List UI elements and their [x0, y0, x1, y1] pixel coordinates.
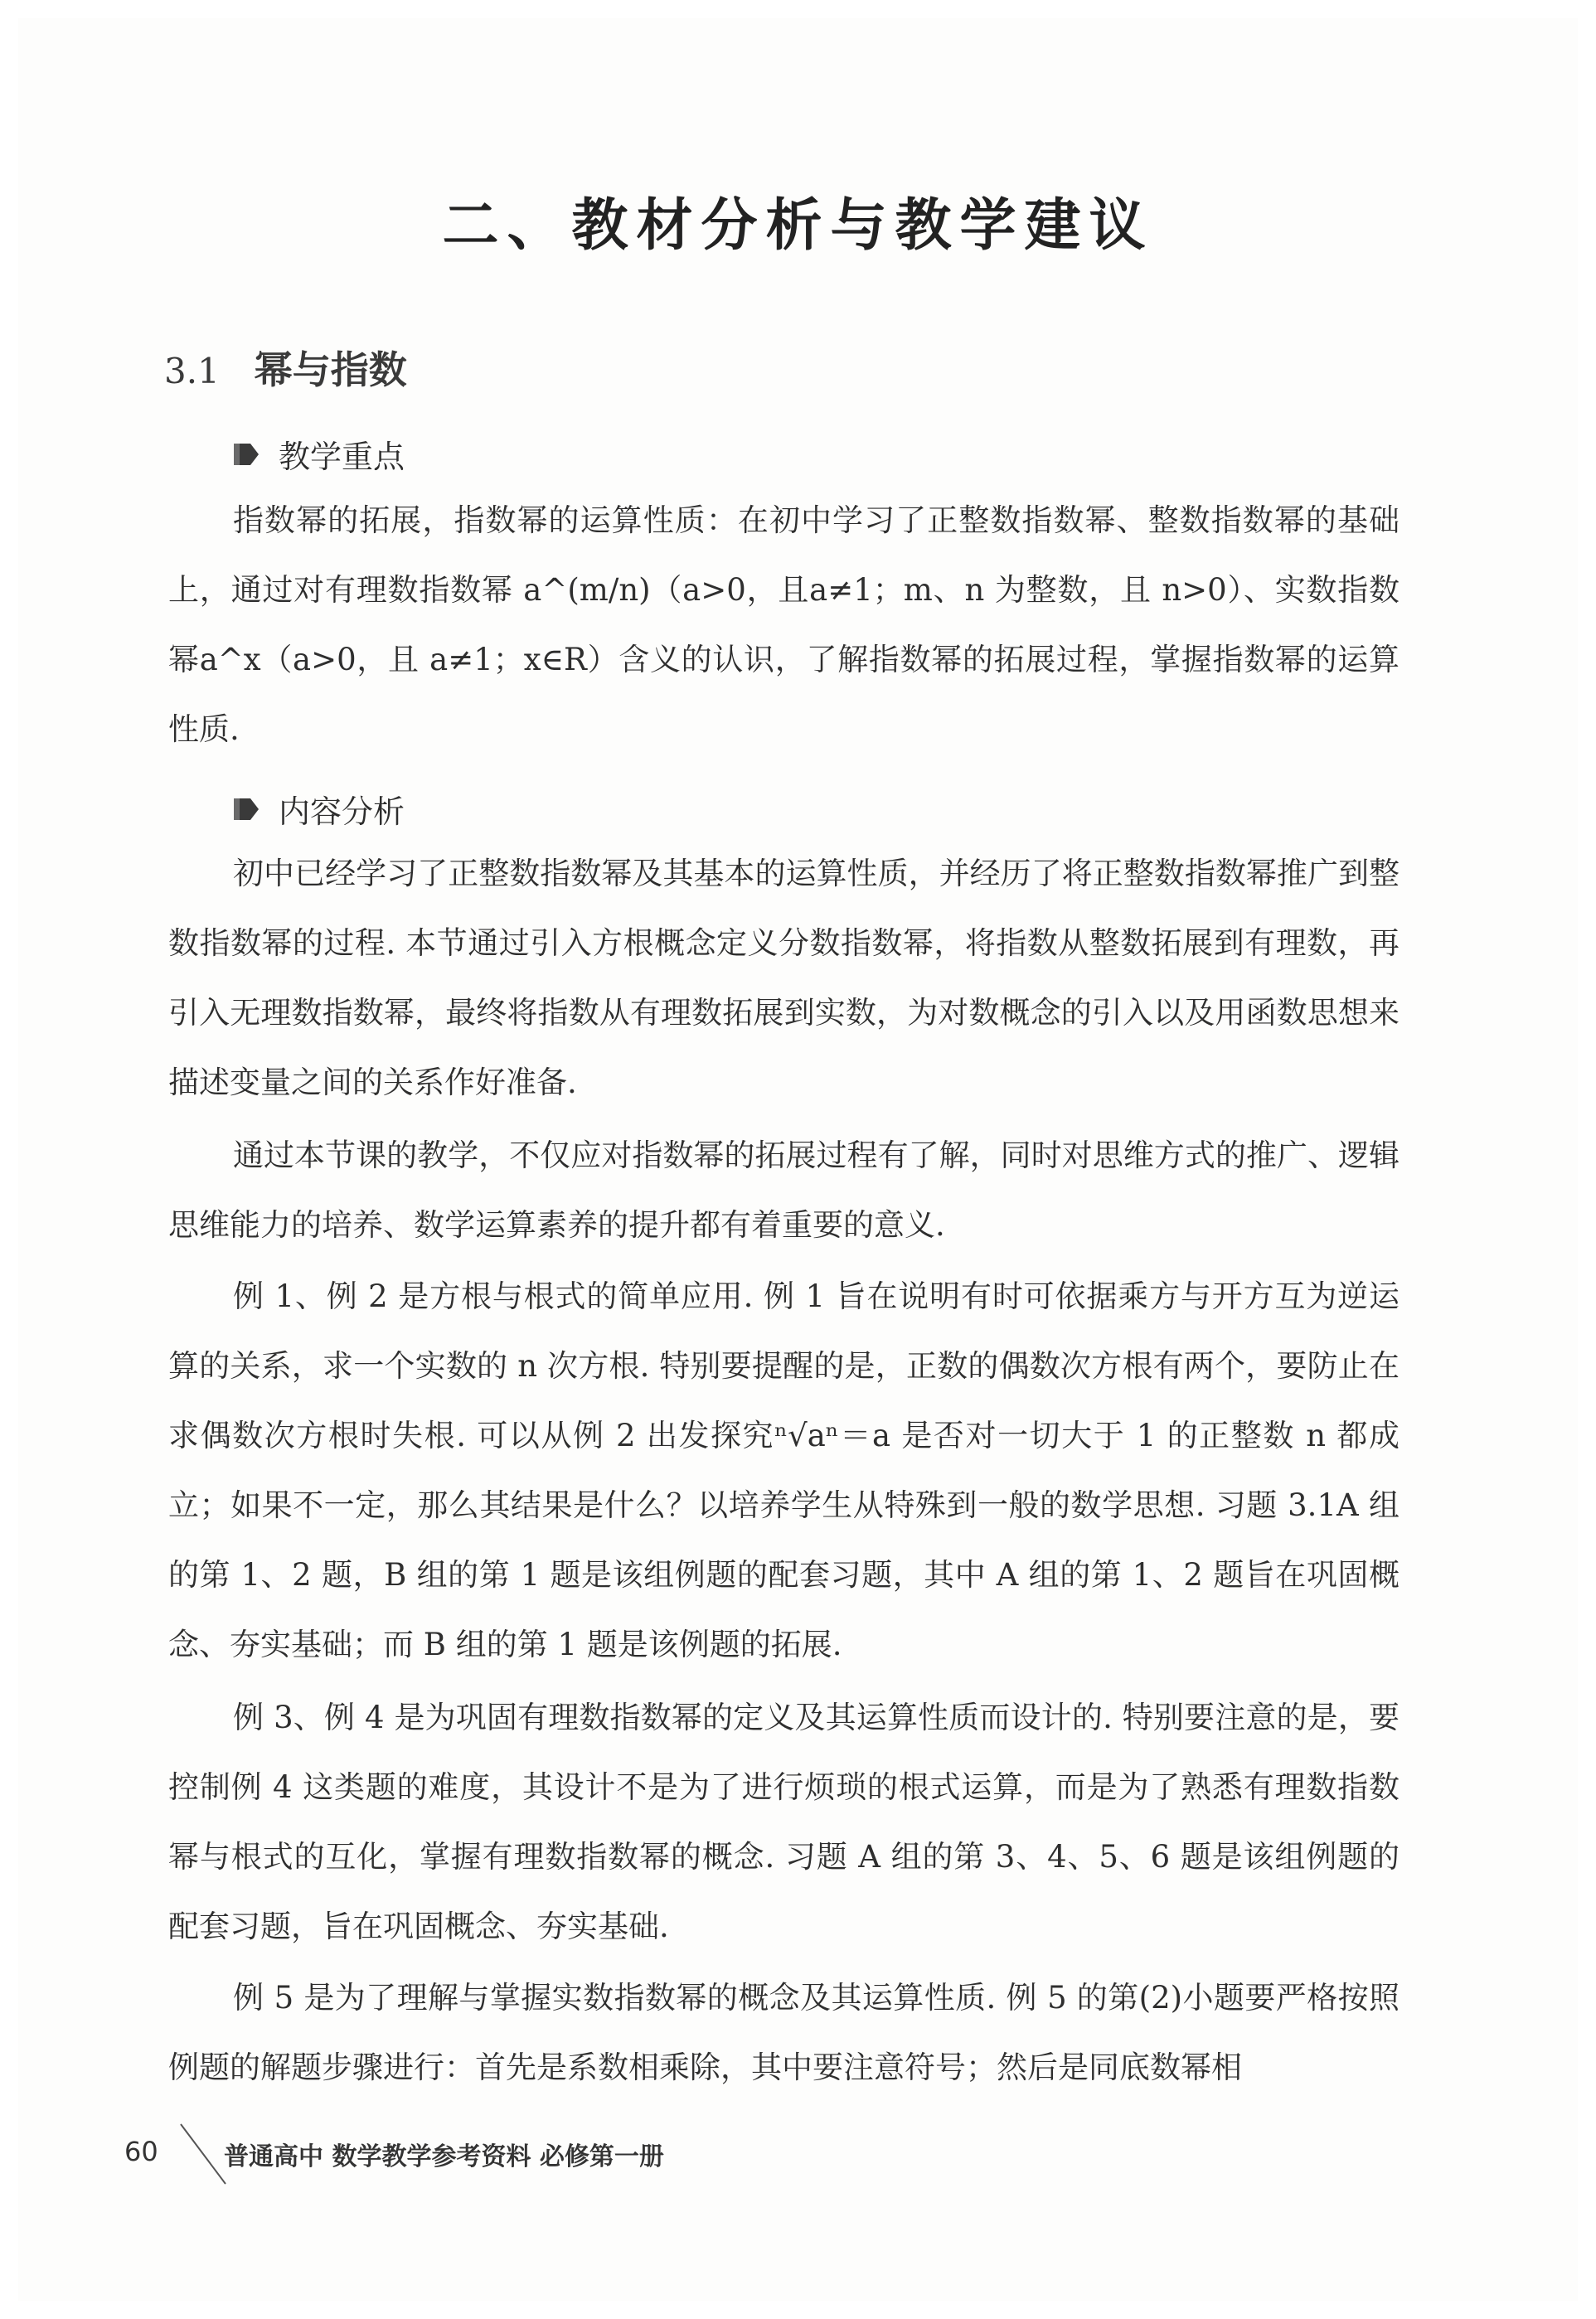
footer-book-title: 普通高中 数学教学参考资料 必修第一册	[224, 2142, 664, 2171]
section-title: 幂与指数	[254, 347, 407, 392]
subsection-title: 内容分析	[279, 793, 405, 830]
paragraph-content-2: 通过本节课的教学，不仅应对指数幂的拓展过程有了解，同时对思维方式的推广、逻辑思维能力的培养、数学运算素养的提升都有着重要的意义.	[168, 1138, 1400, 1243]
paragraph-content-4: 例 3、例 4 是为巩固有理数指数幂的定义及其运算性质而设计的. 特别要注意的是，要控制例 4 这类题的难度，其设计不是为了进行烦琐的根式运算，而是为了熟悉有理数指数幂与根式的互化，掌握有理数指数幂的概念. 习题 A 组的第 3、4、5、6 题是该组例题的配套习题，旨在巩固概念、夯实基础.	[168, 1700, 1400, 1944]
page-number: 60	[124, 2136, 158, 2167]
page-footer	[124, 2131, 871, 2181]
section-number: 3.1	[164, 351, 220, 391]
paragraph-content-5: 例 5 是为了理解与掌握实数指数幂的概念及其运算性质. 例 5 的第(2)小题要严格按照例题的解题步骤进行：首先是系数相乘除，其中要注意符号；然后是同底数幂相	[168, 1980, 1400, 2085]
paragraph-teaching-focus: 指数幂的拓展，指数幂的运算性质：在初中学习了正整数指数幂、整数指数幂的基础上，通过对有理数指数幂 a^(m/n)（a>0，且a≠1；m、n 为整数，且 n>0）、实数指数幂a^x（a>0，且 a≠1；x∈R）含义的认识，了解指数幂的拓展过程，掌握指数幂的运算性质.	[168, 502, 1400, 747]
subsection-heading-content-analysis	[232, 786, 405, 832]
pencil-marker-icon	[232, 795, 260, 823]
subsection-heading-teaching-focus	[232, 431, 405, 477]
paragraph-content-1: 初中已经学习了正整数指数幂及其基本的运算性质，并经历了将正整数指数幂推广到整数指数幂的过程. 本节通过引入方根概念定义分数指数幂，将指数从整数拓展到有理数，再引入无理数指数幂，最终将指数从有理数拓展到实数，为对数概念的引入以及用函数思想来描述变量之间的关系作好准备.	[168, 856, 1400, 1100]
pencil-marker-icon	[232, 440, 260, 468]
section-heading	[164, 340, 407, 395]
subsection-title: 教学重点	[279, 439, 405, 475]
paragraph-content-3: 例 1、例 2 是方根与根式的简单应用. 例 1 旨在说明有时可依据乘方与开方互为逆运算的关系，求一个实数的 n 次方根. 特别要提醒的是，正数的偶数次方根有两个，要防止在求偶数次方根时失根. 可以从例 2 出发探究ⁿ√aⁿ＝a 是否对一切大于 1 的正整数 n 都成立；如果不一定，那么其结果是什么？以培养学生从特殊到一般的数学思想. 习题 3.1A 组的第 1、2 题，B 组的第 1 题是该组例题的配套习题，其中 A 组的第 1、2 题旨在巩固概念、夯实基础；而 B 组的第 1 题是该例题的拓展.	[168, 1278, 1400, 1662]
page-title: 二、教材分析与教学建议	[442, 192, 1154, 259]
